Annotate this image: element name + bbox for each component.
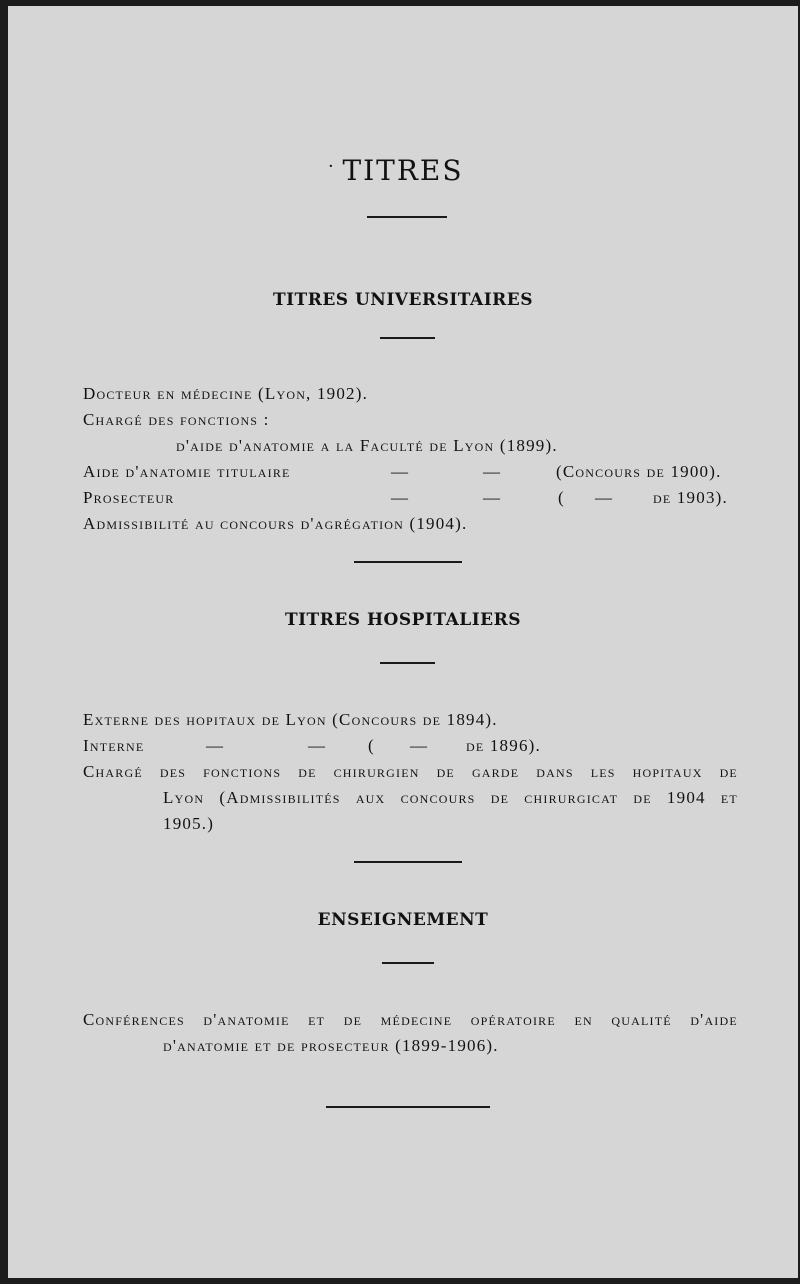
- universitaires-heading-rule: [380, 337, 435, 339]
- entry-prosecteur-label: Prosecteur: [83, 488, 175, 507]
- charge-chirurgien-cont-word: (Admissibilités: [219, 788, 341, 807]
- interne-dash-3: —: [410, 736, 427, 755]
- entry-charge-fonctions: Chargé des fonctions :: [83, 410, 270, 429]
- entry-docteur: Docteur en médecine (Lyon, 1902).: [83, 384, 369, 403]
- entry-aide-faculte: d'aide d'anatomie a la Faculté de Lyon (1899).: [176, 436, 558, 455]
- charge-chirurgien-cont-word: de: [490, 788, 510, 807]
- title-rule: [367, 216, 447, 218]
- entry-charge-chirurgien: [83, 762, 738, 782]
- entry-conferences-cont: d'anatomie et de prosecteur (1899-1906).: [163, 1036, 499, 1055]
- charge-chirurgien-cont-word: concours: [400, 788, 476, 807]
- charge-chirurgien-word: dans: [536, 762, 574, 781]
- charge-chirurgien-cont-word: de: [633, 788, 652, 807]
- charge-chirurgien-word: Chargé: [83, 762, 143, 781]
- charge-chirurgien-word: de: [719, 762, 738, 781]
- charge-chirurgien-word: des: [159, 762, 187, 781]
- charge-chirurgien-word: garde: [471, 762, 520, 781]
- conferences-word: de: [343, 1010, 363, 1029]
- charge-chirurgien-word: les: [590, 762, 616, 781]
- closing-rule: [326, 1106, 490, 1108]
- prosecteur-date: de 1903).: [653, 488, 728, 507]
- entry-externe: Externe des hopitaux de Lyon (Concours de 1894).: [83, 710, 498, 729]
- interne-dash-1: —: [206, 736, 223, 755]
- entry-charge-chirurgien-end: 1905.): [163, 814, 215, 833]
- aide-titulaire-concours: (Concours de 1900).: [556, 462, 722, 481]
- prosecteur-dash-2: —: [483, 488, 500, 507]
- entry-charge-chirurgien-cont: [163, 788, 738, 808]
- charge-chirurgien-word: hopitaux: [632, 762, 703, 781]
- title-stray-mark: ·: [328, 156, 334, 177]
- charge-chirurgien-cont-word: 1904: [666, 788, 706, 807]
- section-divider-2: [354, 861, 462, 863]
- conferences-word: et: [308, 1010, 326, 1029]
- charge-chirurgien-word: chirurgien: [333, 762, 420, 781]
- section-divider-1: [354, 561, 462, 563]
- conferences-word: en: [574, 1010, 593, 1029]
- section-heading-hospitaliers: TITRES HOSPITALIERS: [284, 610, 522, 630]
- page-title: TITRES: [342, 154, 464, 187]
- document-page: [8, 6, 798, 1278]
- prosecteur-dash-1: —: [391, 488, 408, 507]
- conferences-word: d'anatomie: [203, 1010, 290, 1029]
- enseignement-heading-rule: [382, 962, 434, 964]
- charge-chirurgien-word: de: [436, 762, 455, 781]
- entry-conferences: [83, 1010, 738, 1030]
- entry-interne-label: Interne: [83, 736, 145, 755]
- conferences-word: médecine: [380, 1010, 453, 1029]
- aide-titulaire-dash-1: —: [391, 462, 408, 481]
- charge-chirurgien-cont-word: chirurgicat: [524, 788, 619, 807]
- entry-admissibilite: Admissibilité au concours d'agrégation (1904).: [83, 514, 468, 533]
- conferences-word: Conférences: [83, 1010, 185, 1029]
- section-heading-enseignement: ENSEIGNEMENT: [317, 910, 489, 930]
- entry-aide-titulaire-label: Aide d'anatomie titulaire: [83, 462, 291, 481]
- prosecteur-paren: (: [558, 488, 565, 507]
- prosecteur-dash-3: —: [595, 488, 612, 507]
- conferences-word: qualité: [611, 1010, 672, 1029]
- charge-chirurgien-cont-word: Lyon: [163, 788, 205, 807]
- section-heading-universitaires: TITRES UNIVERSITAIRES: [272, 290, 534, 310]
- aide-titulaire-dash-2: —: [483, 462, 500, 481]
- hospitaliers-heading-rule: [380, 662, 435, 664]
- interne-dash-2: —: [308, 736, 325, 755]
- charge-chirurgien-word: fonctions: [203, 762, 282, 781]
- conferences-word: d'aide: [690, 1010, 738, 1029]
- conferences-word: opératoire: [470, 1010, 556, 1029]
- charge-chirurgien-word: de: [298, 762, 317, 781]
- charge-chirurgien-cont-word: et: [720, 788, 738, 807]
- interne-date: de 1896).: [466, 736, 541, 755]
- charge-chirurgien-cont-word: aux: [355, 788, 386, 807]
- interne-paren: (: [368, 736, 375, 755]
